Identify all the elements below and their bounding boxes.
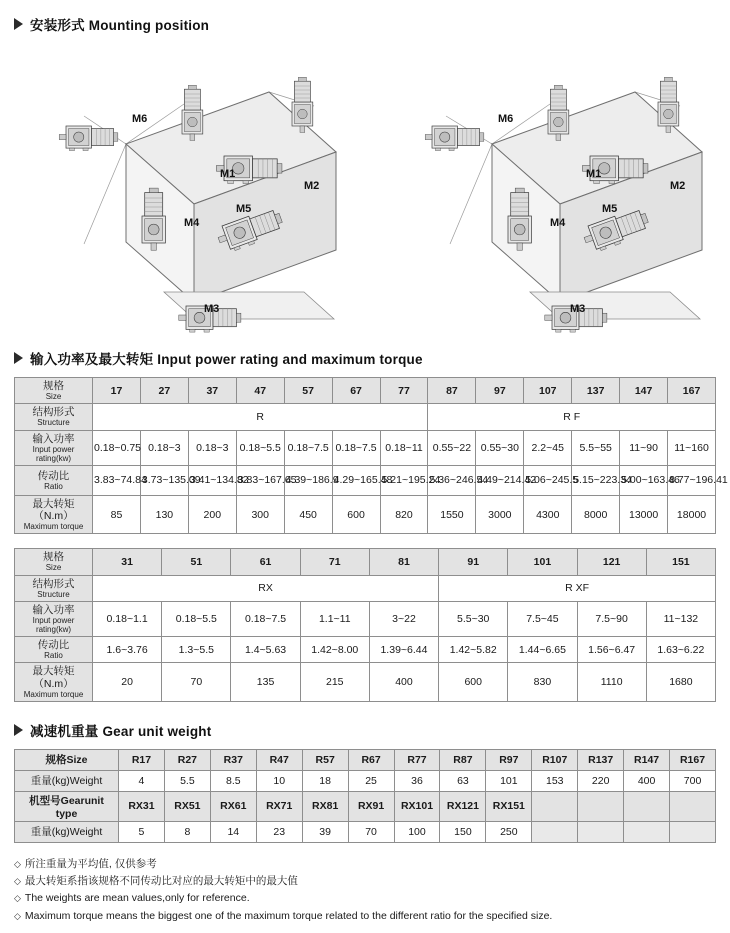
cell-rx-weight: 100 — [394, 821, 440, 842]
cell-rx-weight: 150 — [440, 821, 486, 842]
cell-r-weight: 18 — [302, 770, 348, 791]
cell-input-power: 11~132 — [646, 601, 715, 636]
cell-empty — [532, 791, 578, 821]
cell-empty — [624, 821, 670, 842]
row-header-input-power: 输入功率 Input power rating(kw) — [15, 601, 93, 636]
cell-ratio: 5.15~223.34 — [572, 465, 620, 495]
cell-ratio: 4.29~165.48 — [332, 465, 380, 495]
footnote-text: Maximum torque means the biggest one of the maximum torque related to the different ratio for the specified size. — [24, 909, 553, 922]
cell-rx-type: RX151 — [486, 791, 532, 821]
cell-torque: 300 — [236, 495, 284, 533]
row-header-gearunit-type: 机型号Gearunit type — [15, 791, 119, 821]
cell-torque: 830 — [508, 663, 577, 701]
cell-ratio: 1.63~6.22 — [646, 637, 715, 663]
cell-rx-type: RX91 — [348, 791, 394, 821]
table-gear-unit-weight — [14, 749, 716, 843]
cell-rx-type: RX81 — [302, 791, 348, 821]
cell-r-weight: 5.5 — [164, 770, 210, 791]
diagram-label-m1-right: M1 — [586, 168, 602, 180]
cell-rx-weight: 8 — [164, 821, 210, 842]
cell-input-power: 0.55~22 — [428, 430, 476, 465]
cell-ratio: 4.39~186.9 — [284, 465, 332, 495]
cell-torque: 200 — [188, 495, 236, 533]
cell-size: 57 — [284, 378, 332, 404]
row-header-size: 规格 Size — [15, 378, 93, 404]
cell-input-power: 1.1~11 — [300, 601, 369, 636]
cell-input-power: 11~160 — [668, 430, 716, 465]
cell-r-size: R137 — [578, 749, 624, 770]
cell-r-weight: 36 — [394, 770, 440, 791]
cell-size: 17 — [93, 378, 141, 404]
cell-torque: 3000 — [476, 495, 524, 533]
diamond-bullet-icon: ◇ — [14, 893, 21, 904]
section-title-weight: 减速机重量 Gear unit weight — [30, 723, 212, 739]
cell-size: 31 — [93, 549, 162, 575]
cell-r-weight: 400 — [624, 770, 670, 791]
cell-input-power: 0.18~0.75 — [93, 430, 141, 465]
row-header-ratio: 传动比 Ratio — [15, 637, 93, 663]
cell-torque: 70 — [162, 663, 231, 701]
cell-r-size: R47 — [256, 749, 302, 770]
cell-ratio: 5.36~246.54 — [428, 465, 476, 495]
cell-structure-r: R — [93, 404, 428, 430]
table-row — [15, 549, 716, 575]
cell-ratio: 1.39~6.44 — [369, 637, 438, 663]
triangle-bullet-icon — [14, 18, 23, 30]
cell-torque: 1110 — [577, 663, 646, 701]
footnote-item — [14, 873, 716, 890]
cell-size: 107 — [524, 378, 572, 404]
diagram-label-m2-right: M2 — [670, 180, 686, 192]
cell-ratio: 1.4~5.63 — [231, 637, 300, 663]
cell-size: 121 — [577, 549, 646, 575]
cell-structure-rxf: R XF — [439, 575, 716, 601]
cell-size: 101 — [508, 549, 577, 575]
mounting-position-diagram — [14, 44, 716, 344]
section-heading-mounting — [14, 14, 716, 34]
cell-rx-weight: 5 — [119, 821, 165, 842]
diagram-label-m6-right: M6 — [498, 113, 514, 125]
diagram-label-m3-right: M3 — [570, 303, 586, 315]
diagram-label-m5-left: M5 — [236, 203, 252, 215]
footnote-text: 所注重量为平均值, 仅供参考 — [24, 857, 157, 870]
footnote-item — [14, 890, 716, 907]
cell-empty — [624, 791, 670, 821]
cell-ratio: 8.77~196.41 — [668, 465, 716, 495]
mounting-diagram-svg — [14, 44, 716, 344]
footnotes — [14, 856, 716, 925]
cell-ratio: 1.42~8.00 — [300, 637, 369, 663]
cell-torque: 820 — [380, 495, 428, 533]
cell-r-weight: 700 — [670, 770, 716, 791]
row-header-weight-2: 重量(kg)Weight — [15, 821, 119, 842]
cell-r-weight: 220 — [578, 770, 624, 791]
diagram-label-m3-left: M3 — [204, 303, 220, 315]
cell-ratio: 3.83~167.65 — [236, 465, 284, 495]
cell-rx-type: RX121 — [440, 791, 486, 821]
diagram-label-m4-right: M4 — [550, 217, 566, 229]
cell-r-weight: 101 — [486, 770, 532, 791]
cell-r-size: R107 — [532, 749, 578, 770]
table-row — [15, 601, 716, 636]
cell-size: 151 — [646, 549, 715, 575]
row-header-input-power: 输入功率 Input power rating(kw) — [15, 430, 93, 465]
cell-torque: 600 — [439, 663, 508, 701]
cell-input-power: 2.2~45 — [524, 430, 572, 465]
cell-size: 51 — [162, 549, 231, 575]
cell-r-size: R57 — [302, 749, 348, 770]
cell-r-size: R97 — [486, 749, 532, 770]
diamond-bullet-icon: ◇ — [14, 858, 21, 869]
cell-r-size: R147 — [624, 749, 670, 770]
cell-input-power: 3~22 — [369, 601, 438, 636]
cell-torque: 1680 — [646, 663, 715, 701]
cell-size: 67 — [332, 378, 380, 404]
section-heading-power — [14, 348, 716, 368]
table-r-series — [14, 377, 728, 534]
row-header-torque: 最大转矩（N.m） Maximum torque — [15, 663, 93, 701]
mounting-group-left — [59, 77, 336, 332]
cell-rx-weight: 70 — [348, 821, 394, 842]
cell-rx-type: RX71 — [256, 791, 302, 821]
cell-size: 61 — [231, 549, 300, 575]
table-row — [15, 821, 716, 842]
diagram-label-m2-left: M2 — [304, 180, 320, 192]
cell-rx-type: RX101 — [394, 791, 440, 821]
table-rx-series — [14, 548, 716, 702]
table-row — [15, 637, 716, 663]
section-title-power: 输入功率及最大转矩 Input power rating and maximum torque — [30, 352, 423, 367]
catalog-page — [0, 14, 730, 933]
cell-rx-type: RX61 — [210, 791, 256, 821]
table-row — [15, 575, 716, 601]
footnote-text: 最大转矩系指该规格不同传动比对应的最大转矩中的最大值 — [24, 875, 298, 888]
cell-input-power: 5.5~55 — [572, 430, 620, 465]
row-header-torque: 最大转矩（N.m） Maximum torque — [15, 495, 93, 533]
cell-size: 97 — [476, 378, 524, 404]
table-row — [15, 404, 716, 430]
cell-input-power: 7.5~90 — [577, 601, 646, 636]
diamond-bullet-icon: ◇ — [14, 876, 21, 887]
cell-ratio: 1.42~5.82 — [439, 637, 508, 663]
cell-size: 167 — [668, 378, 716, 404]
section-title-mounting: 安装形式 Mounting position — [30, 18, 210, 33]
cell-r-size: R17 — [119, 749, 165, 770]
cell-input-power: 7.5~45 — [508, 601, 577, 636]
row-header-structure: 结构形式 Structure — [15, 575, 93, 601]
triangle-bullet-icon-2 — [14, 352, 23, 364]
cell-torque: 4300 — [524, 495, 572, 533]
triangle-bullet-icon-3 — [14, 724, 23, 736]
cell-input-power: 0.18~5.5 — [162, 601, 231, 636]
cell-r-size: R77 — [394, 749, 440, 770]
cell-r-weight: 4 — [119, 770, 165, 791]
cell-input-power: 0.18~5.5 — [236, 430, 284, 465]
cell-ratio: 3.41~134.82 — [188, 465, 236, 495]
table-row — [15, 663, 716, 701]
mounting-group-right — [425, 77, 702, 332]
footnote-item — [14, 856, 716, 873]
cell-rx-weight: 14 — [210, 821, 256, 842]
cell-ratio: 4.49~214.42 — [476, 465, 524, 495]
cell-size: 77 — [380, 378, 428, 404]
cell-torque: 130 — [140, 495, 188, 533]
cell-ratio: 3.83~74.84 — [93, 465, 141, 495]
cell-rx-type: RX51 — [164, 791, 210, 821]
row-header-ratio: 传动比 Ratio — [15, 465, 93, 495]
cell-torque: 600 — [332, 495, 380, 533]
cell-r-weight: 10 — [256, 770, 302, 791]
diagram-label-m6-left: M6 — [132, 113, 148, 125]
cell-r-weight: 63 — [440, 770, 486, 791]
cell-torque: 13000 — [620, 495, 668, 533]
cell-ratio: 3.73~135.09 — [140, 465, 188, 495]
diamond-bullet-icon: ◇ — [14, 910, 21, 921]
table-row — [15, 770, 716, 791]
cell-size: 137 — [572, 378, 620, 404]
cell-size: 147 — [620, 378, 668, 404]
cell-torque: 400 — [369, 663, 438, 701]
cell-input-power: 0.18~3 — [140, 430, 188, 465]
cell-size: 47 — [236, 378, 284, 404]
cell-r-weight: 153 — [532, 770, 578, 791]
table-row — [15, 378, 716, 404]
cell-input-power: 0.55~30 — [476, 430, 524, 465]
cell-structure-rx: RX — [93, 575, 439, 601]
cell-torque: 450 — [284, 495, 332, 533]
diagram-label-m4-left: M4 — [184, 217, 200, 229]
cell-ratio: 5.00~163.46 — [620, 465, 668, 495]
cell-torque: 18000 — [668, 495, 716, 533]
cell-r-size: R27 — [164, 749, 210, 770]
cell-empty — [578, 791, 624, 821]
table-row — [15, 749, 716, 770]
cell-r-size: R87 — [440, 749, 486, 770]
cell-torque: 135 — [231, 663, 300, 701]
cell-empty — [578, 821, 624, 842]
cell-size: 27 — [140, 378, 188, 404]
cell-input-power: 0.18~7.5 — [332, 430, 380, 465]
cell-input-power: 5.5~30 — [439, 601, 508, 636]
cell-input-power: 0.18~1.1 — [93, 601, 162, 636]
cell-input-power: 0.18~7.5 — [231, 601, 300, 636]
cell-ratio: 5.06~245.5 — [524, 465, 572, 495]
cell-ratio: 1.6~3.76 — [93, 637, 162, 663]
table-row — [15, 465, 716, 495]
table-row — [15, 791, 716, 821]
cell-size: 91 — [439, 549, 508, 575]
cell-input-power: 0.18~3 — [188, 430, 236, 465]
diagram-label-m5-right: M5 — [602, 203, 618, 215]
cell-rx-weight: 23 — [256, 821, 302, 842]
diagram-label-m1-left: M1 — [220, 168, 236, 180]
footnote-text: The weights are mean values,only for reference. — [24, 892, 250, 905]
cell-r-size: R37 — [210, 749, 256, 770]
row-header-structure: 结构形式 Structure — [15, 404, 93, 430]
footnote-item — [14, 908, 716, 925]
cell-size: 87 — [428, 378, 476, 404]
cell-empty — [670, 791, 716, 821]
cell-r-size: R67 — [348, 749, 394, 770]
table-row — [15, 430, 716, 465]
cell-torque: 85 — [93, 495, 141, 533]
cell-torque: 1550 — [428, 495, 476, 533]
cell-ratio: 5.21~195.24 — [380, 465, 428, 495]
cell-r-weight: 25 — [348, 770, 394, 791]
row-header-spec-size: 规格Size — [15, 749, 119, 770]
cell-ratio: 1.3~5.5 — [162, 637, 231, 663]
row-header-size: 规格 Size — [15, 549, 93, 575]
cell-rx-weight: 39 — [302, 821, 348, 842]
cell-size: 37 — [188, 378, 236, 404]
cell-ratio: 1.44~6.65 — [508, 637, 577, 663]
cell-r-size: R167 — [670, 749, 716, 770]
cell-input-power: 0.18~7.5 — [284, 430, 332, 465]
cell-size: 81 — [369, 549, 438, 575]
table-row — [15, 495, 716, 533]
cell-empty — [532, 821, 578, 842]
cell-torque: 20 — [93, 663, 162, 701]
cell-input-power: 0.18~11 — [380, 430, 428, 465]
cell-size: 71 — [300, 549, 369, 575]
cell-r-weight: 8.5 — [210, 770, 256, 791]
cell-input-power: 11~90 — [620, 430, 668, 465]
cell-torque: 8000 — [572, 495, 620, 533]
cell-empty — [670, 821, 716, 842]
section-heading-weight — [14, 720, 716, 740]
row-header-weight: 重量(kg)Weight — [15, 770, 119, 791]
cell-rx-type: RX31 — [119, 791, 165, 821]
cell-ratio: 1.56~6.47 — [577, 637, 646, 663]
cell-rx-weight: 250 — [486, 821, 532, 842]
cell-torque: 215 — [300, 663, 369, 701]
cell-structure-rf: R F — [428, 404, 716, 430]
